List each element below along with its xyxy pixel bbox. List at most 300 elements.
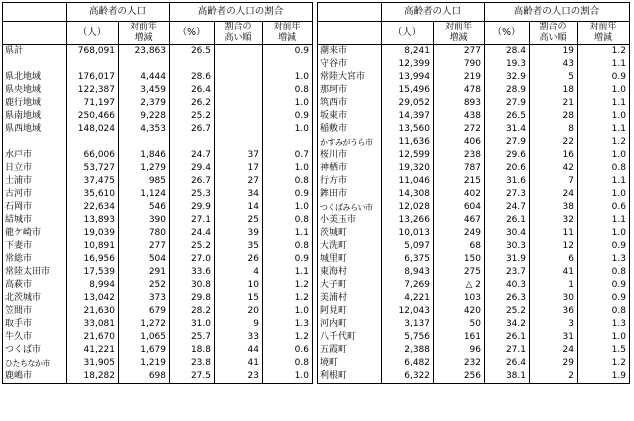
ratio-yoy-cell: 1.0: [578, 84, 630, 97]
population-yoy-cell: 96: [434, 344, 485, 357]
table-row: [3, 279, 313, 292]
ratio-rank-cell: 30: [530, 292, 578, 305]
ratio-percent-cell: 24.4: [170, 227, 215, 240]
header-rank: 割合の 高い順: [530, 22, 578, 45]
table-row: [318, 97, 630, 110]
table-row: [3, 240, 313, 253]
population-cell: 13,560: [382, 123, 434, 136]
population-cell: 148,024: [67, 123, 119, 136]
ratio-yoy-cell: 1.0: [578, 227, 630, 240]
ratio-percent-cell: 30.8: [170, 279, 215, 292]
table-row: [3, 253, 313, 266]
municipality-name: 神栖市: [318, 162, 382, 175]
ratio-yoy-cell: 1.9: [578, 370, 630, 384]
municipality-name: 取手市: [3, 318, 67, 331]
header-yoy: 対前年 増減: [434, 22, 485, 45]
ratio-percent-cell: 25.2: [170, 240, 215, 253]
ratio-yoy-cell: 1.1: [263, 266, 313, 279]
ratio-percent-cell: 40.3: [485, 279, 530, 292]
table-row: [318, 201, 630, 214]
population-yoy-cell: 1,124: [119, 188, 170, 201]
table-row: [318, 318, 630, 331]
ratio-percent-cell: 25.2: [485, 305, 530, 318]
header-unit-percent: （%）: [485, 22, 530, 45]
header-population: 高齢者の人口: [382, 3, 485, 22]
population-yoy-cell: 291: [119, 266, 170, 279]
ratio-rank-cell: 21: [530, 97, 578, 110]
header-population: 高齢者の人口: [67, 3, 170, 22]
table-row: [3, 110, 313, 123]
ratio-rank-cell: 18: [530, 84, 578, 97]
population-cell: 33,081: [67, 318, 119, 331]
ratio-percent-cell: 26.2: [170, 97, 215, 110]
ratio-rank-cell: 2: [530, 370, 578, 384]
ratio-rank-cell: 10: [215, 279, 263, 292]
ratio-percent-cell: 28.9: [485, 84, 530, 97]
ratio-yoy-cell: 0.8: [263, 357, 313, 370]
municipality-name: 笠間市: [3, 305, 67, 318]
ratio-percent-cell: 28.4: [485, 45, 530, 59]
table-row: [3, 292, 313, 305]
population-cell: 19,320: [382, 162, 434, 175]
ratio-rank-cell: 42: [530, 162, 578, 175]
population-yoy-cell: 68: [434, 240, 485, 253]
ratio-yoy-cell: 1.0: [263, 97, 313, 110]
municipality-name: 潮来市: [318, 45, 382, 59]
table-row: [3, 344, 313, 357]
population-yoy-cell: △ 2: [434, 279, 485, 292]
population-cell: 53,727: [67, 162, 119, 175]
ratio-percent-cell: 38.1: [485, 370, 530, 384]
population-cell: 12,599: [382, 149, 434, 162]
ratio-rank-cell: 26: [215, 253, 263, 266]
ratio-yoy-cell: 0.8: [263, 240, 313, 253]
table-row: [3, 201, 313, 214]
ratio-rank-cell: [215, 110, 263, 123]
population-cell: 5,756: [382, 331, 434, 344]
ratio-yoy-cell: 1.2: [263, 279, 313, 292]
ratio-rank-cell: 32: [530, 214, 578, 227]
population-cell: 12,043: [382, 305, 434, 318]
population-cell: 14,397: [382, 110, 434, 123]
population-yoy-cell: 1,679: [119, 344, 170, 357]
ratio-percent-cell: 26.7: [170, 123, 215, 136]
ratio-yoy-cell: 1.2: [578, 357, 630, 370]
table-row: [318, 357, 630, 370]
population-yoy-cell: 406: [434, 136, 485, 149]
ratio-percent-cell: 27.1: [485, 344, 530, 357]
ratio-yoy-cell: 0.9: [578, 71, 630, 84]
municipality-name: 県央地域: [3, 84, 67, 97]
ratio-percent-cell: 29.4: [170, 162, 215, 175]
population-yoy-cell: 504: [119, 253, 170, 266]
ratio-percent-cell: 32.9: [485, 71, 530, 84]
ratio-percent-cell: [170, 58, 215, 71]
ratio-rank-cell: 44: [215, 344, 263, 357]
table-row: [318, 84, 630, 97]
header-ratio-yoy: 対前年 増減: [263, 22, 313, 45]
population-yoy-cell: 277: [434, 45, 485, 59]
municipality-name: 五霞町: [318, 344, 382, 357]
population-yoy-cell: 232: [434, 357, 485, 370]
municipality-name: 東海村: [318, 266, 382, 279]
ratio-percent-cell: 23.8: [170, 357, 215, 370]
population-cell: 5,097: [382, 240, 434, 253]
ratio-yoy-cell: 1.2: [263, 292, 313, 305]
table-row: [318, 266, 630, 279]
population-cell: 3,137: [382, 318, 434, 331]
municipality-name: つくば市: [3, 344, 67, 357]
population-cell: 11,046: [382, 175, 434, 188]
table-row: [318, 344, 630, 357]
ratio-rank-cell: 5: [530, 71, 578, 84]
table-row: [3, 123, 313, 136]
ratio-percent-cell: 26.1: [485, 214, 530, 227]
ratio-rank-cell: 29: [530, 357, 578, 370]
table-row: [318, 58, 630, 71]
ratio-yoy-cell: [263, 58, 313, 71]
ratio-rank-cell: 38: [530, 201, 578, 214]
table-row: [318, 240, 630, 253]
ratio-rank-cell: [215, 84, 263, 97]
population-yoy-cell: 275: [434, 266, 485, 279]
population-cell: 8,241: [382, 45, 434, 59]
ratio-percent-cell: 25.7: [170, 331, 215, 344]
ratio-rank-cell: 14: [215, 201, 263, 214]
table-row: [3, 305, 313, 318]
ratio-rank-cell: 41: [530, 266, 578, 279]
ratio-percent-cell: 26.5: [485, 110, 530, 123]
ratio-percent-cell: 30.3: [485, 240, 530, 253]
table-row: [318, 188, 630, 201]
population-yoy-cell: 1,272: [119, 318, 170, 331]
ratio-percent-cell: 31.4: [485, 123, 530, 136]
ratio-percent-cell: 29.6: [485, 149, 530, 162]
population-yoy-cell: 790: [434, 58, 485, 71]
municipality-name: 鹿嶋市: [3, 370, 67, 384]
ratio-percent-cell: 20.6: [485, 162, 530, 175]
population-yoy-cell: [119, 136, 170, 149]
municipality-name: 県計: [3, 45, 67, 59]
municipality-name: 坂東市: [318, 110, 382, 123]
table-row: [318, 45, 630, 59]
table-row: [3, 318, 313, 331]
ratio-yoy-cell: 1.0: [263, 162, 313, 175]
ratio-percent-cell: 26.7: [170, 175, 215, 188]
population-yoy-cell: 787: [434, 162, 485, 175]
ratio-yoy-cell: 0.8: [263, 214, 313, 227]
ratio-rank-cell: 41: [215, 357, 263, 370]
population-cell: [67, 58, 119, 71]
ratio-rank-cell: [215, 45, 263, 59]
ratio-yoy-cell: 1.5: [578, 344, 630, 357]
municipality-name: 城里町: [318, 253, 382, 266]
population-yoy-cell: 4,353: [119, 123, 170, 136]
ratio-percent-cell: 27.3: [485, 188, 530, 201]
population-cell: 31,905: [67, 357, 119, 370]
population-yoy-cell: 985: [119, 175, 170, 188]
ratio-yoy-cell: 1.1: [578, 123, 630, 136]
header-blank: [3, 3, 67, 22]
population-yoy-cell: 50: [434, 318, 485, 331]
ratio-rank-cell: 33: [215, 331, 263, 344]
population-cell: 8,994: [67, 279, 119, 292]
municipality-name: 美浦村: [318, 292, 382, 305]
ratio-yoy-cell: 0.7: [263, 149, 313, 162]
ratio-percent-cell: 25.2: [170, 110, 215, 123]
population-yoy-cell: 679: [119, 305, 170, 318]
table-row: [3, 214, 313, 227]
population-yoy-cell: 3,459: [119, 84, 170, 97]
ratio-yoy-cell: [263, 136, 313, 149]
ratio-yoy-cell: 1.1: [578, 214, 630, 227]
ratio-yoy-cell: 0.9: [578, 292, 630, 305]
ratio-percent-cell: 29.8: [170, 292, 215, 305]
ratio-percent-cell: 24.7: [485, 201, 530, 214]
municipality-name: 境町: [318, 357, 382, 370]
ratio-yoy-cell: 1.0: [263, 370, 313, 384]
ratio-yoy-cell: 1.1: [578, 58, 630, 71]
population-yoy-cell: 402: [434, 188, 485, 201]
municipality-name: 茨城町: [318, 227, 382, 240]
population-yoy-cell: 478: [434, 84, 485, 97]
population-cell: 22,634: [67, 201, 119, 214]
population-yoy-cell: 215: [434, 175, 485, 188]
table-row: [318, 71, 630, 84]
ratio-percent-cell: 18.8: [170, 344, 215, 357]
municipality-name: つくばみらい市: [318, 201, 382, 214]
population-yoy-cell: 249: [434, 227, 485, 240]
table-row: [3, 331, 313, 344]
population-cell: [67, 136, 119, 149]
population-yoy-cell: 9,228: [119, 110, 170, 123]
population-yoy-cell: 23,863: [119, 45, 170, 59]
ratio-percent-cell: 28.2: [170, 305, 215, 318]
ratio-yoy-cell: 0.8: [578, 305, 630, 318]
ratio-percent-cell: 26.4: [170, 84, 215, 97]
table-row: [318, 370, 630, 384]
municipality-name: 鹿行地域: [3, 97, 67, 110]
municipality-name: 行方市: [318, 175, 382, 188]
header-unit-percent: （%）: [170, 22, 215, 45]
population-cell: 13,266: [382, 214, 434, 227]
ratio-yoy-cell: 0.6: [578, 201, 630, 214]
table-row: [318, 253, 630, 266]
municipality-name: 大子町: [318, 279, 382, 292]
header-unit-people: （人）: [382, 22, 434, 45]
ratio-yoy-cell: 1.3: [578, 253, 630, 266]
ratio-rank-cell: 35: [215, 240, 263, 253]
municipality-name: 那珂市: [318, 84, 382, 97]
population-cell: 29,052: [382, 97, 434, 110]
ratio-rank-cell: 22: [530, 136, 578, 149]
ratio-percent-cell: 30.4: [485, 227, 530, 240]
ratio-yoy-cell: 1.0: [578, 110, 630, 123]
ratio-yoy-cell: 1.0: [263, 123, 313, 136]
municipality-name: 桜川市: [318, 149, 382, 162]
table-row: [3, 266, 313, 279]
population-yoy-cell: 277: [119, 240, 170, 253]
population-yoy-cell: 103: [434, 292, 485, 305]
ratio-percent-cell: 27.5: [170, 370, 215, 384]
population-cell: 11,636: [382, 136, 434, 149]
table-row: [318, 279, 630, 292]
population-yoy-cell: 150: [434, 253, 485, 266]
population-cell: 12,028: [382, 201, 434, 214]
population-cell: 13,994: [382, 71, 434, 84]
municipality-name: 古河市: [3, 188, 67, 201]
ratio-percent-cell: 29.9: [170, 201, 215, 214]
table-row: [3, 357, 313, 370]
ratio-yoy-cell: 0.6: [263, 344, 313, 357]
population-yoy-cell: 252: [119, 279, 170, 292]
population-yoy-cell: 698: [119, 370, 170, 384]
ratio-rank-cell: 34: [215, 188, 263, 201]
ratio-rank-cell: 24: [530, 344, 578, 357]
ratio-yoy-cell: 0.8: [263, 175, 313, 188]
table-row: [3, 162, 313, 175]
ratio-percent-cell: 26.3: [485, 292, 530, 305]
table-row: [3, 84, 313, 97]
population-yoy-cell: 373: [119, 292, 170, 305]
population-cell: 16,956: [67, 253, 119, 266]
municipality-name: ひたちなか市: [3, 357, 67, 370]
municipality-name: かすみがうら市: [318, 136, 382, 149]
population-yoy-cell: 420: [434, 305, 485, 318]
ratio-percent-cell: 34.2: [485, 318, 530, 331]
ratio-yoy-cell: 0.9: [263, 110, 313, 123]
ratio-yoy-cell: 0.9: [263, 188, 313, 201]
ratio-rank-cell: 37: [215, 149, 263, 162]
municipality-name: 高萩市: [3, 279, 67, 292]
header-blank: [318, 3, 382, 22]
ratio-yoy-cell: 1.0: [578, 149, 630, 162]
ratio-rank-cell: 12: [530, 240, 578, 253]
ratio-rank-cell: [215, 97, 263, 110]
population-cell: 6,375: [382, 253, 434, 266]
ratio-yoy-cell: 0.8: [263, 84, 313, 97]
population-yoy-cell: 2,379: [119, 97, 170, 110]
table-row: [3, 45, 313, 59]
population-yoy-cell: 272: [434, 123, 485, 136]
ratio-yoy-cell: 0.9: [578, 240, 630, 253]
municipality-name: 結城市: [3, 214, 67, 227]
population-yoy-cell: 467: [434, 214, 485, 227]
municipality-name: 土浦市: [3, 175, 67, 188]
municipality-name: 守谷市: [318, 58, 382, 71]
population-yoy-cell: 780: [119, 227, 170, 240]
ratio-rank-cell: 28: [530, 110, 578, 123]
municipality-name: 筑西市: [318, 97, 382, 110]
table-row: [318, 175, 630, 188]
ratio-rank-cell: 4: [215, 266, 263, 279]
population-yoy-cell: 390: [119, 214, 170, 227]
municipality-name: 常総市: [3, 253, 67, 266]
ratio-percent-cell: 27.0: [170, 253, 215, 266]
population-cell: 8,943: [382, 266, 434, 279]
ratio-rank-cell: 8: [530, 123, 578, 136]
ratio-yoy-cell: 1.1: [578, 175, 630, 188]
population-yoy-cell: 438: [434, 110, 485, 123]
population-cell: 6,322: [382, 370, 434, 384]
ratio-rank-cell: 20: [215, 305, 263, 318]
population-yoy-cell: 1,846: [119, 149, 170, 162]
population-cell: 10,891: [67, 240, 119, 253]
population-yoy-cell: 4,444: [119, 71, 170, 84]
population-cell: 17,539: [67, 266, 119, 279]
municipality-name: 阿見町: [318, 305, 382, 318]
table-row: [318, 305, 630, 318]
ratio-yoy-cell: 0.9: [263, 253, 313, 266]
table-row: [318, 214, 630, 227]
population-yoy-cell: 893: [434, 97, 485, 110]
population-cell: 10,013: [382, 227, 434, 240]
population-cell: 13,893: [67, 214, 119, 227]
ratio-rank-cell: 39: [215, 227, 263, 240]
ratio-percent-cell: 26.1: [485, 331, 530, 344]
ratio-yoy-cell: 1.1: [263, 227, 313, 240]
municipality-name: 利根町: [318, 370, 382, 384]
population-cell: 176,017: [67, 71, 119, 84]
ratio-rank-cell: 19: [530, 45, 578, 59]
ratio-percent-cell: 24.7: [170, 149, 215, 162]
municipality-name: 日立市: [3, 162, 67, 175]
header-ratio: 高齢者の人口の割合: [485, 3, 630, 22]
ratio-yoy-cell: 1.0: [263, 305, 313, 318]
ratio-percent-cell: 31.0: [170, 318, 215, 331]
ratio-rank-cell: [215, 71, 263, 84]
municipality-name: 小美玉市: [318, 214, 382, 227]
municipality-name: 下妻市: [3, 240, 67, 253]
ratio-rank-cell: 1: [530, 279, 578, 292]
ratio-yoy-cell: 1.2: [578, 45, 630, 59]
ratio-rank-cell: 9: [215, 318, 263, 331]
ratio-yoy-cell: 1.2: [263, 331, 313, 344]
table-row: [3, 136, 313, 149]
municipality-name: 県北地域: [3, 71, 67, 84]
ratio-rank-cell: 24: [530, 188, 578, 201]
ratio-percent-cell: 27.9: [485, 136, 530, 149]
table-row: [3, 97, 313, 110]
municipality-name: 牛久市: [3, 331, 67, 344]
population-cell: 122,387: [67, 84, 119, 97]
ratio-percent-cell: 19.3: [485, 58, 530, 71]
ratio-rank-cell: [215, 136, 263, 149]
ratio-yoy-cell: 1.2: [578, 136, 630, 149]
population-yoy-cell: 604: [434, 201, 485, 214]
municipality-name: 龍ケ崎市: [3, 227, 67, 240]
header-blank: [3, 22, 67, 45]
municipality-name: 常陸太田市: [3, 266, 67, 279]
ratio-yoy-cell: 1.1: [578, 97, 630, 110]
population-yoy-cell: 238: [434, 149, 485, 162]
ratio-percent-cell: [170, 136, 215, 149]
municipality-name: 石岡市: [3, 201, 67, 214]
ratio-percent-cell: 31.9: [485, 253, 530, 266]
table-row: [318, 149, 630, 162]
municipality-name: [3, 58, 67, 71]
ratio-yoy-cell: 1.3: [263, 318, 313, 331]
stats-table-left: [2, 2, 313, 384]
table-row: [3, 227, 313, 240]
table-row: [318, 292, 630, 305]
municipality-name: 鉾田市: [318, 188, 382, 201]
table-row: [3, 188, 313, 201]
table-row: [318, 331, 630, 344]
population-cell: 19,039: [67, 227, 119, 240]
ratio-yoy-cell: 1.3: [578, 318, 630, 331]
population-cell: 13,042: [67, 292, 119, 305]
